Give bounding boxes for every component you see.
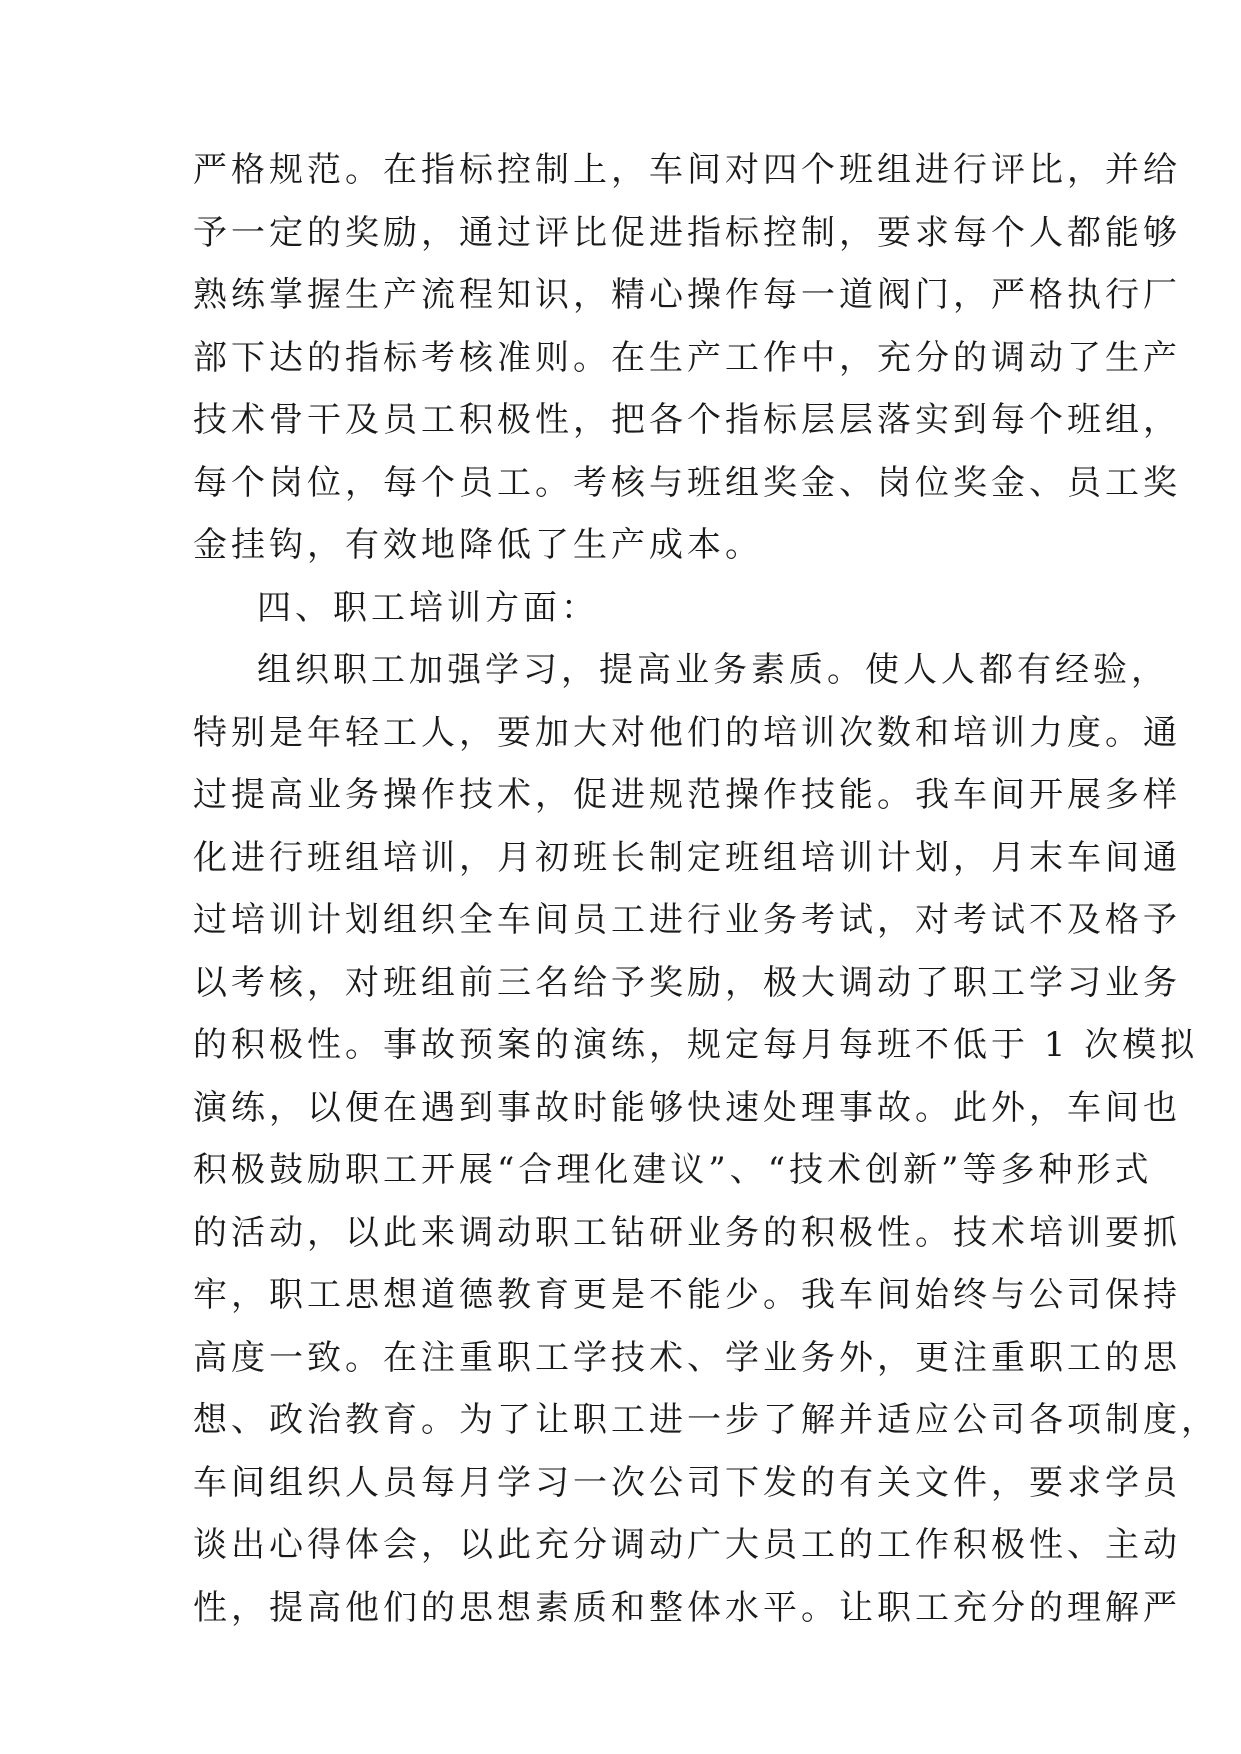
text-line: 车间组织人员每月学习一次公司下发的有关文件，要求学员 — [193, 1463, 1181, 1503]
text-line: 性，提高他们的思想素质和整体水平。让职工充分的理解严 — [193, 1588, 1181, 1628]
text-line: 予一定的奖励，通过评比促进指标控制，要求每个人都能够 — [193, 213, 1181, 253]
text-line: 过提高业务操作技术，促进规范操作技能。我车间开展多样 — [193, 775, 1181, 815]
text-line: 的活动，以此来调动职工钻研业务的积极性。技术培训要抓 — [193, 1213, 1181, 1253]
text-line: 化进行班组培训，月初班长制定班组培训计划，月末车间通 — [193, 838, 1181, 878]
text-line: 的积极性。事故预案的演练，规定每月每班不低于 1 次模拟 — [193, 1025, 1199, 1065]
text-line: 想、政治教育。为了让职工进一步了解并适应公司各项制度， — [193, 1400, 1219, 1440]
text-line: 过培训计划组织全车间员工进行业务考试，对考试不及格予 — [193, 900, 1181, 940]
text-line: 组织职工加强学习，提高业务素质。使人人都有经验， — [257, 650, 1169, 690]
text-line: 高度一致。在注重职工学技术、学业务外，更注重职工的思 — [193, 1338, 1181, 1378]
text-line: 以考核，对班组前三名给予奖励，极大调动了职工学习业务 — [193, 963, 1181, 1003]
text-line: 部下达的指标考核准则。在生产工作中，充分的调动了生产 — [193, 338, 1181, 378]
text-line: 特别是年轻工人，要加大对他们的培训次数和培训力度。通 — [193, 713, 1181, 753]
text-line: 谈出心得体会，以此充分调动广大员工的工作积极性、主动 — [193, 1525, 1181, 1565]
text-line: 技术骨干及员工积极性，把各个指标层层落实到每个班组， — [193, 400, 1181, 440]
text-line: 熟练掌握生产流程知识，精心操作每一道阀门，严格执行厂 — [193, 275, 1181, 315]
text-line: 牢，职工思想道德教育更是不能少。我车间始终与公司保持 — [193, 1275, 1181, 1315]
text-line: 每个岗位，每个员工。考核与班组奖金、岗位奖金、员工奖 — [193, 463, 1181, 503]
text-line: 严格规范。在指标控制上，车间对四个班组进行评比，并给 — [193, 150, 1181, 190]
text-line: 金挂钩，有效地降低了生产成本。 — [193, 525, 763, 565]
text-line: 积极鼓励职工开展“合理化建议”、“技术创新”等多种形式 — [193, 1150, 1153, 1190]
text-line: 演练，以便在遇到事故时能够快速处理事故。此外，车间也 — [193, 1088, 1181, 1128]
section-heading: 四、职工培训方面： — [257, 588, 599, 628]
